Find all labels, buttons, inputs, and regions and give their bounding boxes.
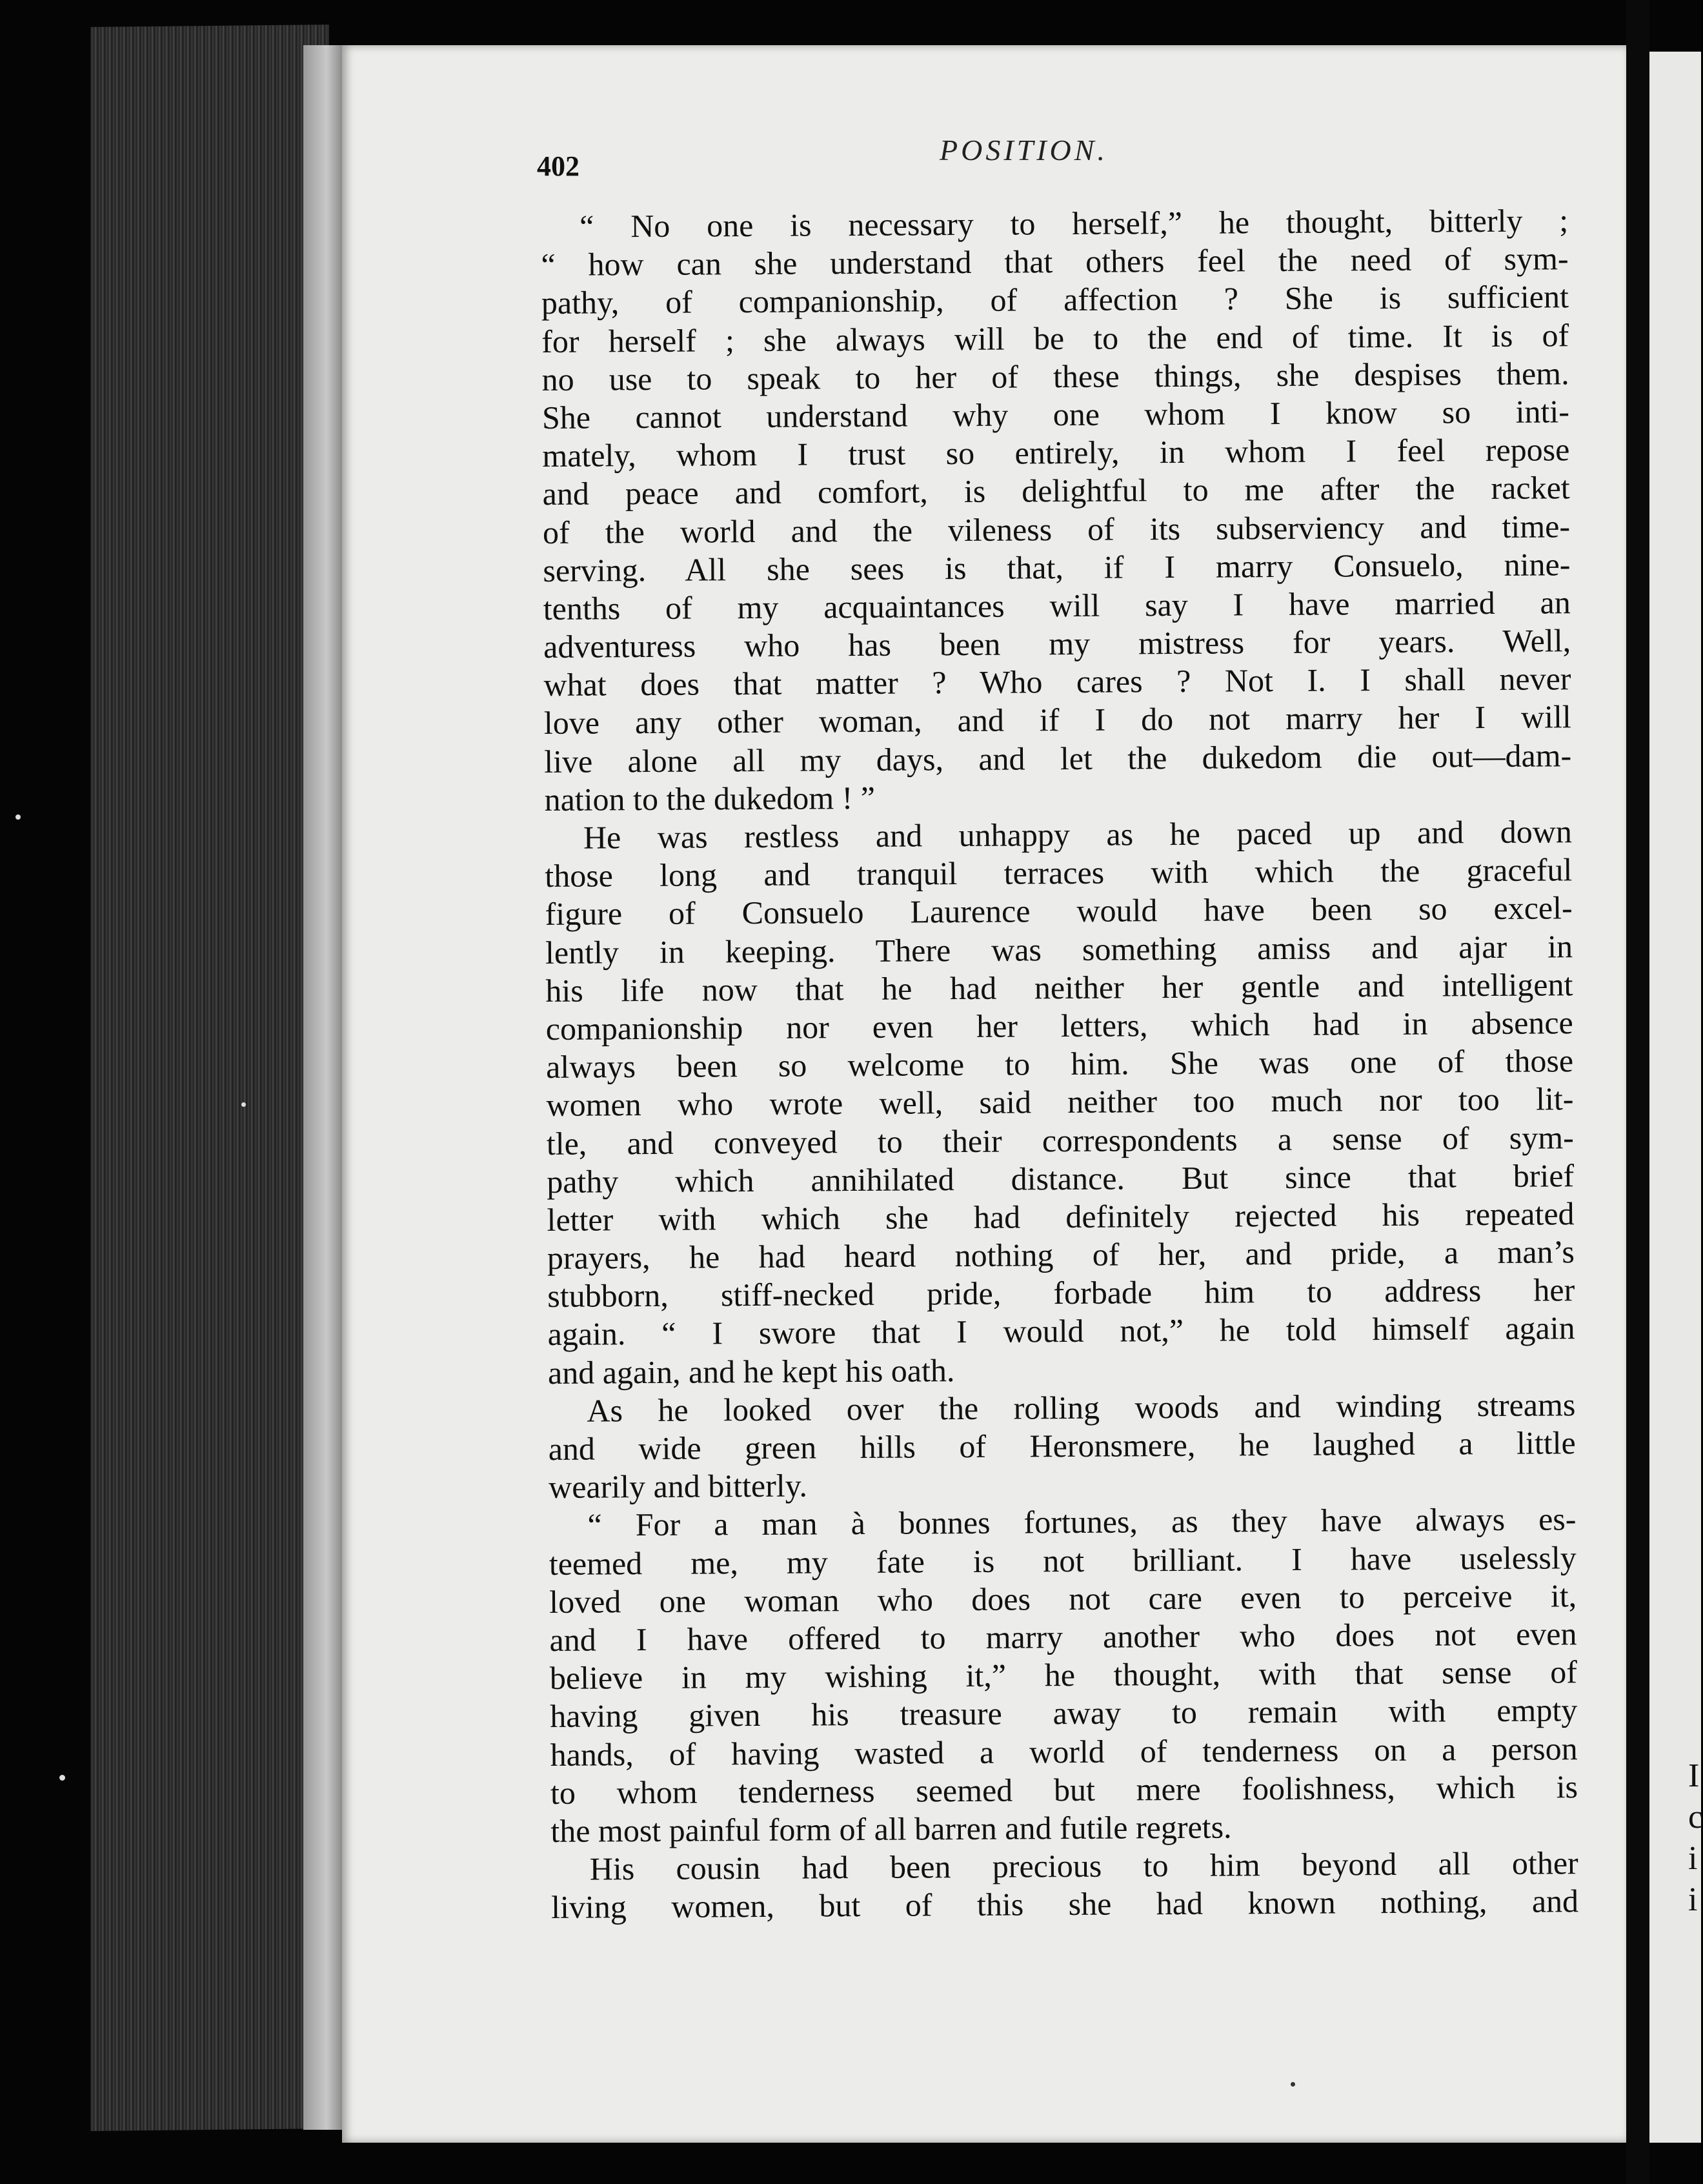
page-gap: [1626, 0, 1649, 2184]
page-gutter-shadow: [303, 45, 342, 2130]
text-line: his life now that he had neither her gentle and intelligent: [545, 966, 1573, 1009]
text-line: love any other woman, and if I do not marry her I will: [543, 698, 1572, 742]
text-line: what does that matter ? Who cares ? Not I. I shall never: [543, 660, 1571, 703]
scan-speck: [15, 814, 21, 820]
text-line: pathy, of companionship, of affection ? She is sufficient: [541, 278, 1569, 321]
text-line: “ For a man à bonnes fortunes, as they have always es-: [587, 1501, 1577, 1543]
text-line: women who wrote well, said neither too much nor too lit-: [546, 1080, 1574, 1124]
text-line: wearily and bitterly.: [548, 1467, 808, 1506]
text-line: tenths of my acquaintances will say I have married an: [543, 584, 1571, 627]
text-line: tle, and conveyed to their correspondents a sense of sym-: [546, 1118, 1574, 1162]
text-line: “ how can she understand that others feel the need of sym-: [541, 240, 1569, 283]
text-line: nation to the dukedom ! ”: [544, 779, 876, 818]
text-line: “ No one is necessary to herself,” he thought, bitterly ;: [579, 202, 1569, 245]
text-line: companionship nor even her letters, which had in absence: [545, 1004, 1573, 1047]
text-line: pathy which annihilated distance. But since that brief: [547, 1157, 1575, 1200]
text-line: He was restless and unhappy as he paced up and down: [583, 813, 1573, 856]
next-page-letter: c: [1688, 1799, 1703, 1835]
text-line: figure of Consuelo Laurence would have been so excel-: [545, 889, 1573, 933]
text-line: no use to speak to her of these things, she despises them.: [541, 355, 1569, 398]
text-line: loved one woman who does not care even to perceive it,: [549, 1577, 1577, 1620]
scan-speck: [241, 1102, 246, 1107]
text-line: His cousin had been precious to him beyond all other: [589, 1845, 1578, 1887]
text-line: lently in keeping. There was something amiss and ajar in: [545, 927, 1573, 971]
text-line: mately, whom I trust so entirely, in whom I feel repose: [542, 431, 1570, 474]
text-line: serving. All she sees is that, if I marry Consuelo, nine-: [543, 545, 1571, 589]
text-line: believe in my wishing it,” he thought, with that sense of: [549, 1653, 1578, 1697]
scan-speck: [1291, 2082, 1295, 2087]
text-line: teemed me, my fate is not brilliant. I have uselessly: [549, 1539, 1577, 1582]
text-line: having given his treasure away to remain with empty: [550, 1692, 1578, 1735]
text-line: the most painful form of all barren and futile regrets.: [550, 1808, 1232, 1849]
text-line: adventuress who has been my mistress for years. Well,: [543, 622, 1571, 665]
text-line: those long and tranquil terraces with which the graceful: [545, 851, 1573, 895]
next-page-letter: i: [1688, 1840, 1698, 1877]
text-line: to whom tenderness seemed but mere foolishness, which is: [550, 1768, 1578, 1811]
text-line: for herself ; she always will be to the end of time. It is of: [541, 316, 1569, 359]
text-line: always been so welcome to him. She was one of those: [545, 1042, 1574, 1086]
text-line: and again, and he kept his oath.: [547, 1351, 955, 1391]
page-number: 402: [537, 150, 579, 182]
next-page-fragment: [1688, 1755, 1701, 1921]
next-page-letter: I: [1688, 1757, 1700, 1794]
text-line: and I have offered to marry another who does not even: [549, 1615, 1577, 1658]
next-page-letter: i: [1688, 1881, 1698, 1918]
text-line: stubborn, stiff-necked pride, forbade him to address her: [547, 1271, 1575, 1315]
text-line: and peace and comfort, is delightful to me after the racket: [542, 469, 1570, 512]
text-line: again. “ I swore that I would not,” he told himself again: [547, 1309, 1575, 1353]
text-line: of the world and the vileness of its subserviency and time-: [542, 507, 1571, 551]
scan-speck: [59, 1775, 65, 1781]
body-text: [541, 201, 1578, 1926]
text-line: As he looked over the rolling woods and winding streams: [587, 1386, 1576, 1429]
text-line: She cannot understand why one whom I know so inti-: [541, 393, 1570, 436]
book-page-edges: [90, 25, 329, 2131]
text-line: letter with which she had definitely rejected his repeated: [547, 1195, 1575, 1238]
text-line: prayers, he had heard nothing of her, and pride, a man’s: [547, 1233, 1575, 1277]
text-line: living women, but of this she had known nothing, and: [550, 1883, 1579, 1926]
running-head: POSITION.: [940, 134, 1108, 167]
text-line: live alone all my days, and let the dukedom die out—dam-: [544, 736, 1572, 780]
text-line: and wide green hills of Heronsmere, he laughed a little: [548, 1424, 1576, 1467]
text-line: hands, of having wasted a world of tenderness on a person: [550, 1730, 1578, 1773]
